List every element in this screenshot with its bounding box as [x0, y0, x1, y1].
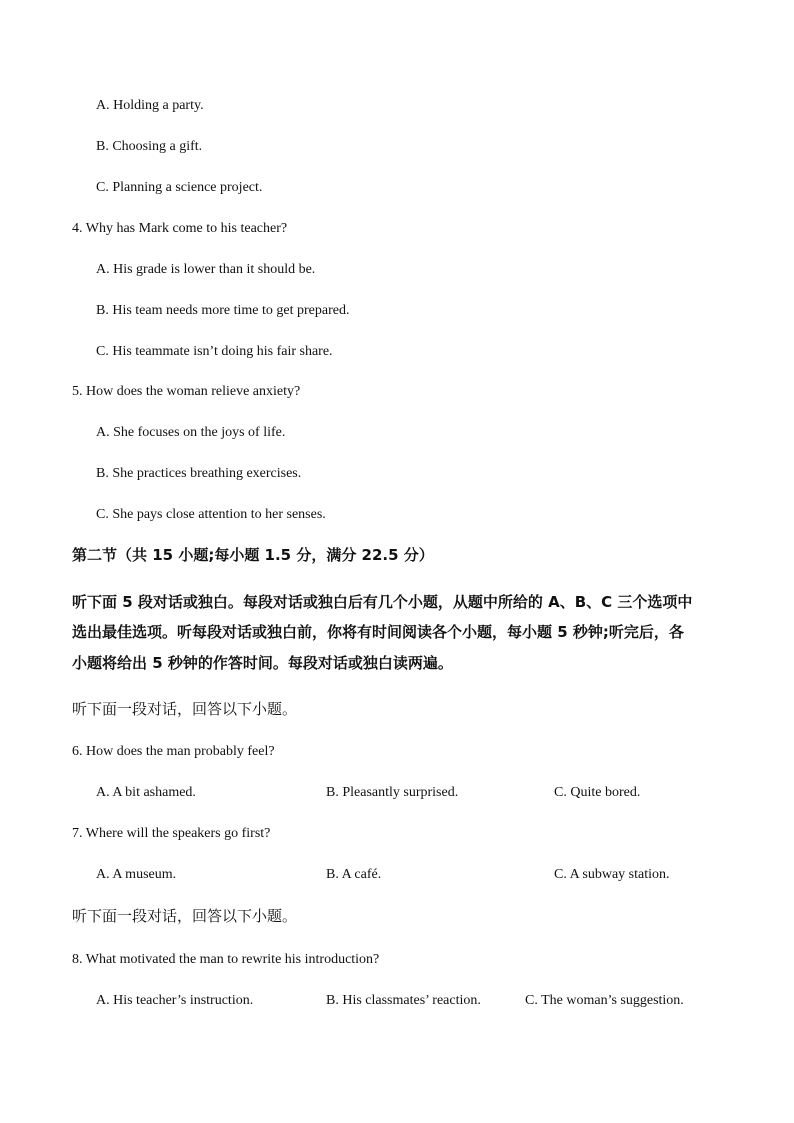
q3-option-c: C. Planning a science project. — [96, 180, 263, 195]
section2-instruction-line3: 小题将给出 5 秒钟的作答时间。每段对话或独白读两遍。 — [72, 654, 453, 672]
section2-instruction-line2: 选出最佳选项。听每段对话或独白前，你将有时间阅读各个小题，每小题 5 秒钟;听完后，各 — [72, 623, 684, 641]
q8-stem: 8. What motivated the man to rewrite his introduction? — [72, 952, 380, 967]
q4-option-c: C. His teammate isn’t doing his fair share. — [96, 344, 333, 359]
q5-option-b: B. She practices breathing exercises. — [96, 466, 302, 481]
dialogue2-prompt: 听下面一段对话，回答以下小题。 — [72, 907, 298, 925]
q7-option-c: C. A subway station. — [554, 867, 670, 882]
q8-option-a: A. His teacher’s instruction. — [96, 993, 254, 1008]
q8-option-b: B. His classmates’ reaction. — [326, 993, 481, 1008]
q4-option-a: A. His grade is lower than it should be. — [96, 262, 316, 277]
q6-option-a: A. A bit ashamed. — [96, 785, 196, 800]
q7-option-a: A. A museum. — [96, 867, 177, 882]
q6-stem: 6. How does the man probably feel? — [72, 744, 275, 759]
q5-stem: 5. How does the woman relieve anxiety? — [72, 384, 301, 399]
q4-option-b: B. His team needs more time to get prepared. — [96, 303, 350, 318]
q3-option-b: B. Choosing a gift. — [96, 139, 203, 154]
q5-option-a: A. She focuses on the joys of life. — [96, 425, 286, 440]
q4-stem: 4. Why has Mark come to his teacher? — [72, 221, 288, 236]
q5-option-c: C. She pays close attention to her senses. — [96, 507, 326, 522]
q7-stem: 7. Where will the speakers go first? — [72, 826, 271, 841]
section2-instruction-line1: 听下面 5 段对话或独白。每段对话或独白后有几个小题，从题中所给的 A、B、C 三个选项中 — [72, 593, 693, 611]
q6-option-c: C. Quite bored. — [554, 785, 641, 800]
q7-option-b: B. A café. — [326, 867, 382, 882]
q6-option-b: B. Pleasantly surprised. — [326, 785, 459, 800]
dialogue1-prompt: 听下面一段对话，回答以下小题。 — [72, 700, 298, 718]
section2-heading: 第二节（共 15 小题;每小题 1.5 分，满分 22.5 分） — [72, 546, 434, 564]
q3-option-a: A. Holding a party. — [96, 98, 204, 113]
q8-option-c: C. The woman’s suggestion. — [525, 993, 684, 1008]
